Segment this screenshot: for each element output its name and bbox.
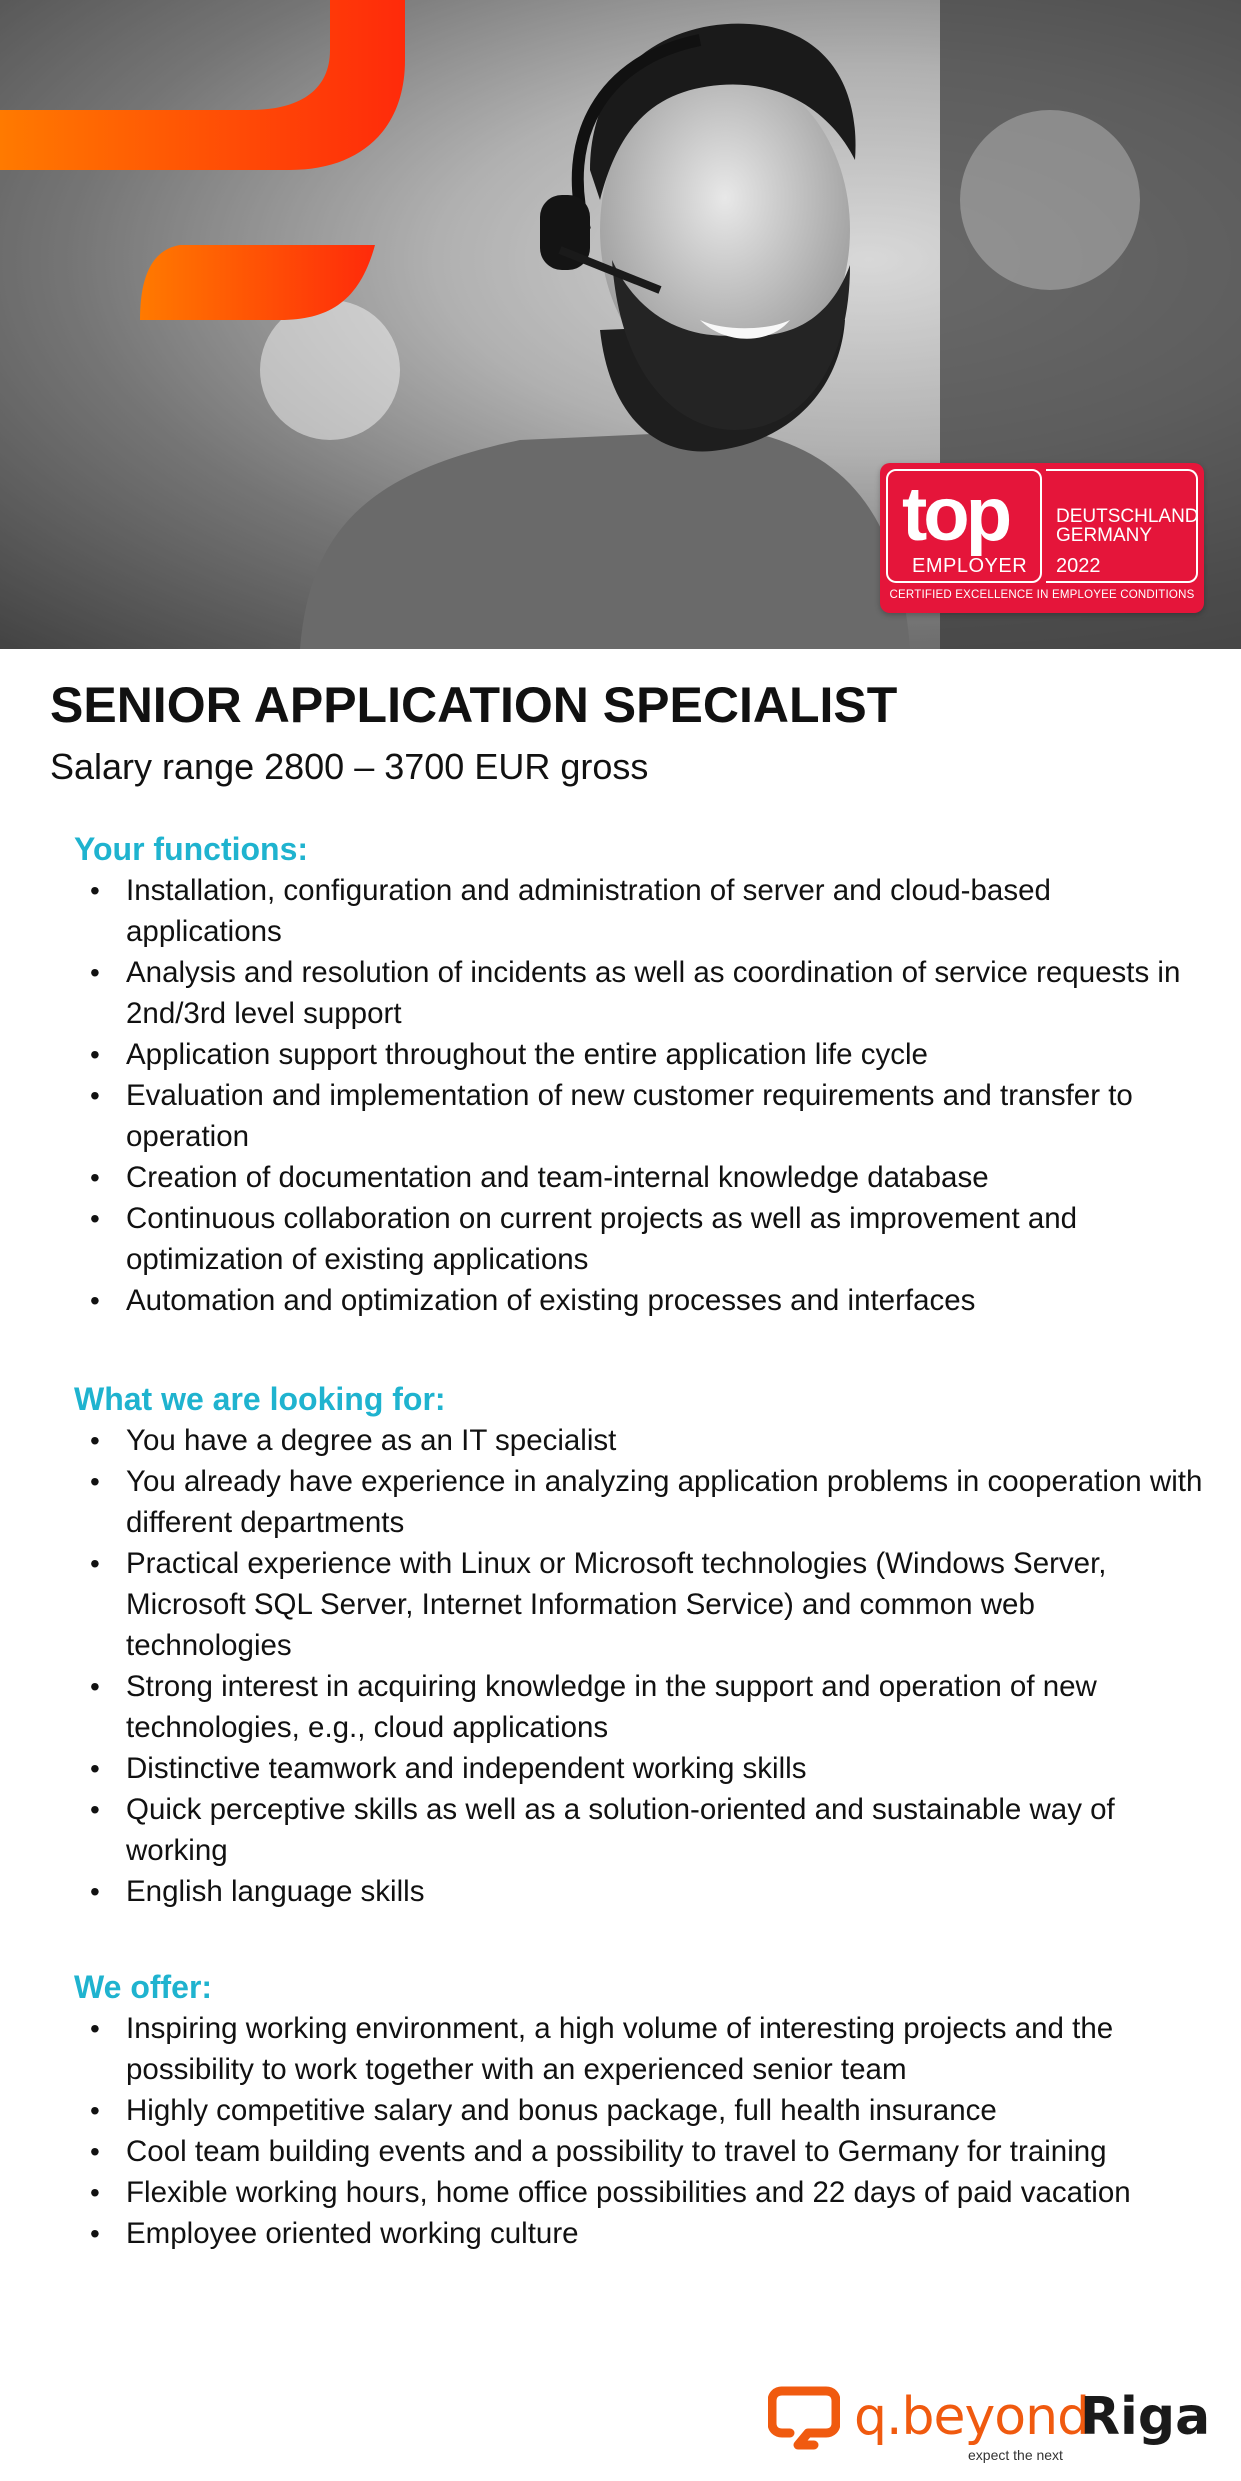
bullet-icon: • bbox=[90, 1039, 100, 1070]
list-item: • Cool team building events and a possibility to travel to Germany for training bbox=[74, 2131, 1204, 2172]
section-functions bbox=[74, 828, 1204, 1321]
list-item: • Employee oriented working culture bbox=[74, 2213, 1204, 2254]
list-item: • Continuous collaboration on current projects as well as improvement and optimization of existing applications bbox=[74, 1198, 1204, 1280]
list-item: • Creation of documentation and team-internal knowledge database bbox=[74, 1157, 1204, 1198]
list-item: • Application support throughout the entire application life cycle bbox=[74, 1034, 1204, 1075]
bullet-icon: • bbox=[90, 2136, 100, 2167]
bullet-icon: • bbox=[90, 1203, 100, 1234]
section-looking-for bbox=[74, 1378, 1204, 1912]
badge-employer-text: EMPLOYER bbox=[912, 555, 1028, 577]
functions-list bbox=[74, 870, 1204, 1321]
list-item: • Highly competitive salary and bonus package, full health insurance bbox=[74, 2090, 1204, 2131]
bullet-icon: • bbox=[90, 875, 100, 906]
list-item: • Analysis and resolution of incidents as well as coordination of service requests in 2nd/3rd level support bbox=[74, 952, 1204, 1034]
section-heading: We offer: bbox=[74, 1969, 213, 2005]
bullet-icon: • bbox=[90, 1753, 100, 1784]
list-item: • Practical experience with Linux or Microsoft technologies (Windows Server, Microsoft SQL Server, Internet Information Service) and common web technologies bbox=[74, 1543, 1204, 1666]
bullet-icon: • bbox=[90, 2218, 100, 2249]
badge-certified-text: CERTIFIED EXCELLENCE IN EMPLOYEE CONDITIONS bbox=[889, 589, 1195, 601]
list-item: • English language skills bbox=[74, 1871, 1204, 1912]
logo-city-text: Riga bbox=[1080, 2387, 1211, 2447]
salary-range: Salary range 2800 – 3700 EUR gross bbox=[50, 746, 649, 787]
bullet-icon: • bbox=[90, 957, 100, 988]
list-item: • Inspiring working environment, a high volume of interesting projects and the possibility to work together with an experienced senior team bbox=[74, 2008, 1204, 2090]
badge-year-text: 2022 bbox=[1056, 555, 1101, 577]
offer-list bbox=[74, 2008, 1204, 2254]
job-title: SENIOR APPLICATION SPECIALIST bbox=[50, 677, 898, 733]
list-item: • Quick perceptive skills as well as a solution-oriented and sustainable way of working bbox=[74, 1789, 1204, 1871]
section-we-offer bbox=[74, 1966, 1204, 2254]
list-item: • Installation, configuration and administration of server and cloud-based applications bbox=[74, 870, 1204, 952]
list-item: • Evaluation and implementation of new customer requirements and transfer to operation bbox=[74, 1075, 1204, 1157]
list-item: • Automation and optimization of existing processes and interfaces bbox=[74, 1280, 1204, 1321]
bullet-icon: • bbox=[90, 1080, 100, 1111]
bullet-icon: • bbox=[90, 2095, 100, 2126]
list-item: • Strong interest in acquiring knowledge in the support and operation of new technologies, e.g., cloud applications bbox=[74, 1666, 1204, 1748]
badge-top-text: top bbox=[902, 472, 1009, 557]
bullet-icon: • bbox=[90, 1466, 100, 1497]
logo-brand-text: q.beyond bbox=[854, 2387, 1090, 2447]
bullet-icon: • bbox=[90, 1162, 100, 1193]
badge-right-panel bbox=[1046, 469, 1198, 583]
list-item: • Flexible working hours, home office possibilities and 22 days of paid vacation bbox=[74, 2172, 1204, 2213]
requirements-list bbox=[74, 1420, 1204, 1912]
company-logo bbox=[758, 2385, 1211, 2463]
badge-country-text: DEUTSCHLAND GERMANY bbox=[1056, 506, 1199, 546]
bullet-icon: • bbox=[90, 1548, 100, 1579]
logo-tagline: expect the next bbox=[968, 2447, 1063, 2463]
bullet-icon: • bbox=[90, 1876, 100, 1907]
hero-banner bbox=[0, 0, 1241, 649]
section-heading: Your functions: bbox=[74, 831, 309, 867]
list-item: • You have a degree as an IT specialist bbox=[74, 1420, 1204, 1461]
section-heading: What we are looking for: bbox=[74, 1381, 446, 1417]
bullet-icon: • bbox=[90, 1285, 100, 1316]
list-item: • You already have experience in analyzing application problems in cooperation with different departments bbox=[74, 1461, 1204, 1543]
list-item: • Distinctive teamwork and independent working skills bbox=[74, 1748, 1204, 1789]
top-employer-badge bbox=[880, 463, 1204, 613]
bullet-icon: • bbox=[90, 1425, 100, 1456]
bullet-icon: • bbox=[90, 2177, 100, 2208]
bullet-icon: • bbox=[90, 1794, 100, 1825]
speech-bubble-icon bbox=[768, 2385, 840, 2455]
badge-left-panel bbox=[886, 469, 1042, 583]
bullet-icon: • bbox=[90, 2013, 100, 2044]
bullet-icon: • bbox=[90, 1671, 100, 1702]
